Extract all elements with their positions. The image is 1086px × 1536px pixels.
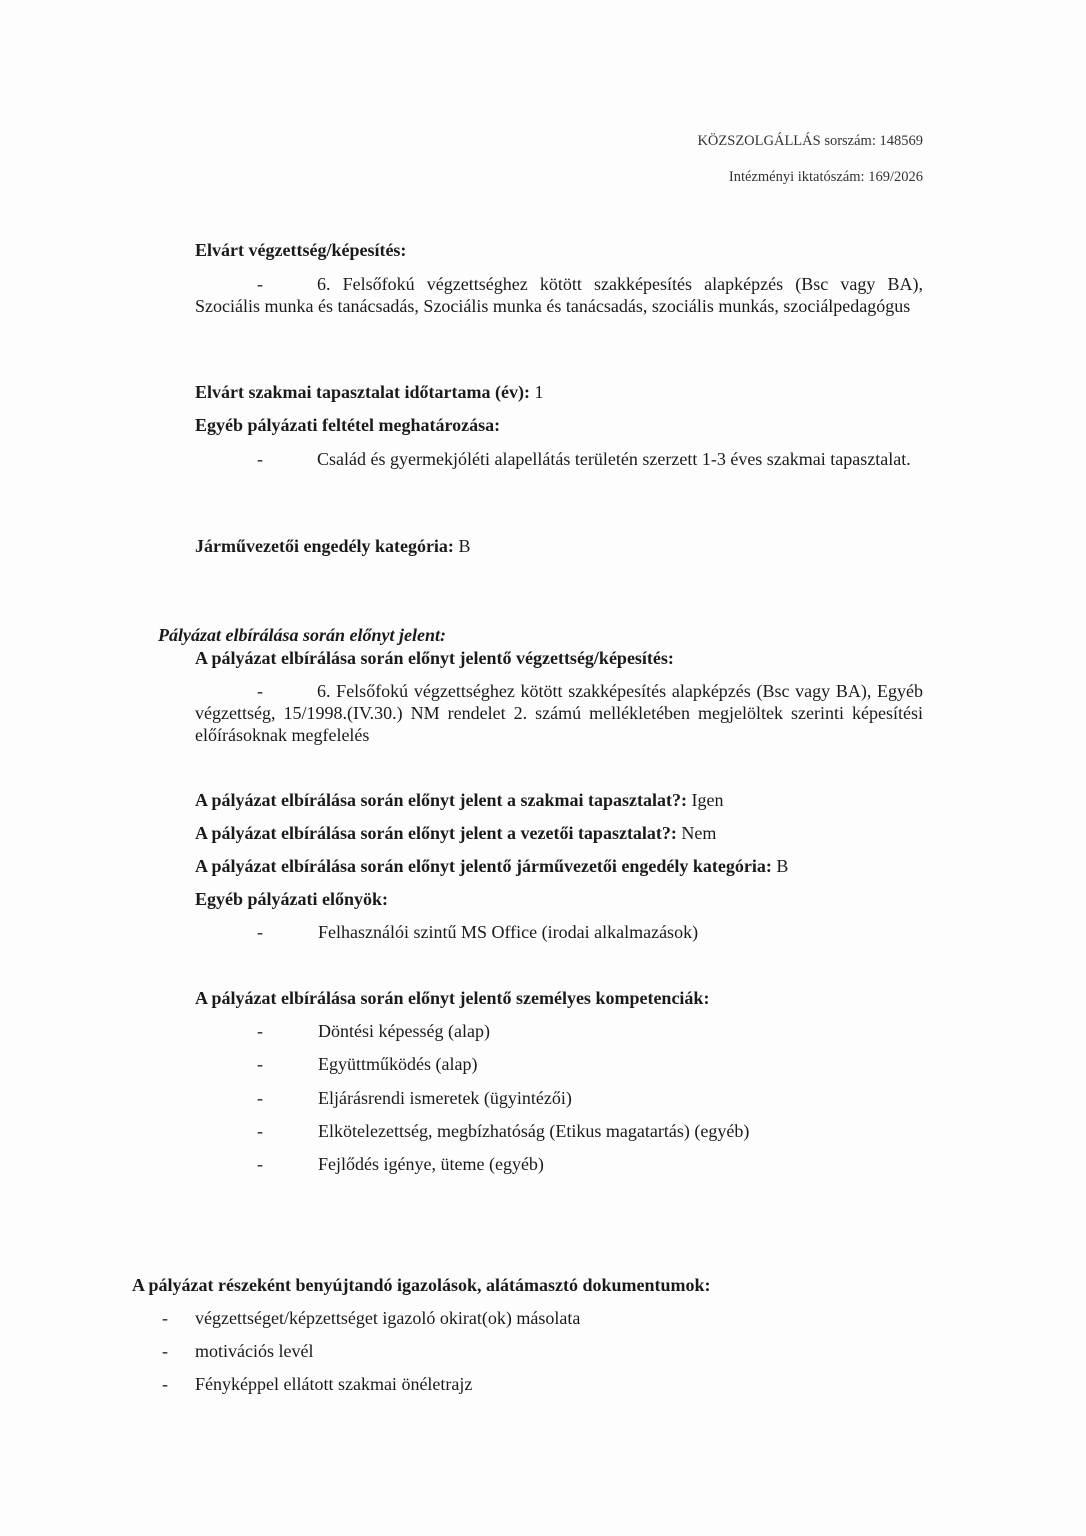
bullet: - [162, 1374, 168, 1394]
advantages-education-label: A pályázat elbírálása során előnyt jelentő végzettség/képesítés: [195, 648, 674, 668]
bullet: - [257, 681, 263, 701]
bullet: - [257, 1054, 263, 1074]
serial-label: KÖZSZOLGÁLLÁS sorszám: [697, 133, 876, 149]
bullet: - [257, 1021, 263, 1041]
license-label: Járművezetői engedély kategória: [195, 536, 454, 556]
advantages-leadership [195, 822, 716, 844]
filing-number [729, 169, 923, 186]
bullet: - [257, 922, 263, 942]
filing-value: 169/2026 [868, 169, 923, 185]
advantages-license-label: A pályázat elbírálása során előnyt jelentő járművezetői engedély kategória: [195, 856, 772, 876]
bullet: - [257, 1154, 263, 1174]
bullet: - [257, 274, 263, 294]
advantages-leadership-value: Nem [681, 823, 717, 843]
bullet: - [162, 1341, 168, 1361]
bullet: - [257, 1121, 263, 1141]
required-education-label: Elvárt végzettség/képesítés: [195, 240, 407, 260]
license [195, 535, 470, 557]
advantages-license [195, 855, 788, 877]
documents-label: A pályázat részeként benyújtandó igazolások, alátámasztó dokumentumok: [132, 1275, 711, 1295]
license-value: B [458, 536, 471, 556]
competencies-label: A pályázat elbírálása során előnyt jelentő személyes kompetenciák: [195, 988, 710, 1008]
advantages-experience [195, 789, 723, 811]
required-experience-label: Elvárt szakmai tapasztalat időtartama (év): [195, 382, 530, 402]
serial-number [697, 133, 923, 150]
advantages-experience-label: A pályázat elbírálása során előnyt jelent a szakmai tapasztalat?: [195, 790, 687, 810]
advantages-education-text: - 6. Felsőfokú végzettséghez kötött szakképesítés alapképzés (Bsc vagy BA), Egyéb végzettség, 15/1998.(IV.30.) NM rendelet 2. számú mellékletében megjelöltek szerinti képesítési előírásoknak megfelelés [195, 681, 923, 745]
advantages-other-label: Egyéb pályázati előnyök: [195, 889, 389, 909]
required-experience-value: 1 [534, 382, 544, 402]
advantages-license-value: B [776, 856, 789, 876]
serial-value: 148569 [879, 133, 923, 149]
bullet: - [257, 1088, 263, 1108]
document-page: KÖZSZOLGÁLLÁS sorszám: 148569 Intézményi iktatószám: 169/2026 Elvárt végzettség/képesítés: - 6. Felsőfokú végzettséghez kötött szakképesítés alapképzés (Bsc vagy BA), Szociális munka és tanácsadás, Szociális munka és tanácsadás, szociális munkás, szociálpedagógus Elvárt szakmai tapasztalat időtartama (év): 1 Egyéb pályázati feltétel meghatározása: - Család és gyermekjóléti alapellátás területén szerzett 1-3 éves szakmai tapasztalat. Járművezetői engedély kategória: B Pályázat elbírálása során előnyt jelent: A pályázat elbírálása során előnyt jelentő végzettség/képesítés: - 6. Felsőfokú végzettséghez kötött szakképesítés alapképzés (Bsc vagy BA), Egyéb végzettség, 15/1998.(IV.30.) NM rendelet 2. számú mellékletében megjelöltek szerinti képesítési előírásoknak megfelelés A pályázat elbírálása során előnyt jelent a szakmai tapasztalat?: Igen A pályázat elbírálása során előnyt jelent a vezetői tapasztalat?: Nem A pályázat elbírálása során előnyt jelentő járművezetői engedély kategória: B Egyéb pályázati előnyök: - Felhasználói szintű MS Office (irodai alkalmazások) A pályázat elbírálása során előnyt jelentő személyes kompetenciák: - Döntési képesség (alap) - Együttműködés (alap) - Eljárásrendi ismeretek (ügyintézői) - Elkötelezettség, megbízhatóság (Etikus magatartás) (egyéb) - Fejlődés igénye, üteme (egyéb) A pályázat részeként benyújtandó igazolások, alátámasztó dokumentumok: - végzettséget/képzettséget igazoló okirat(ok) másolata - motivációs levél - Fényképpel ellátott szakmai önéletrajz [0, 0, 1086, 1536]
required-education-text: - 6. Felsőfokú végzettséghez kötött szakképesítés alapképzés (Bsc vagy BA), Szociális munka és tanácsadás, Szociális munka és tanácsadás, szociális munkás, szociálpedagógus [195, 274, 923, 316]
other-conditions-label: Egyéb pályázati feltétel meghatározása: [195, 415, 501, 435]
advantages-experience-value: Igen [691, 790, 724, 810]
filing-label: Intézményi iktatószám: [728, 169, 865, 185]
other-conditions-text: - Család és gyermekjóléti alapellátás területén szerzett 1-3 éves szakmai tapasztalat. [195, 448, 923, 470]
bullet: - [257, 449, 263, 469]
advantages-leadership-label: A pályázat elbírálása során előnyt jelent a vezetői tapasztalat?: [195, 823, 677, 843]
required-experience [195, 381, 543, 403]
bullet: - [162, 1308, 168, 1328]
advantages-section-title: Pályázat elbírálása során előnyt jelent: [158, 625, 446, 645]
